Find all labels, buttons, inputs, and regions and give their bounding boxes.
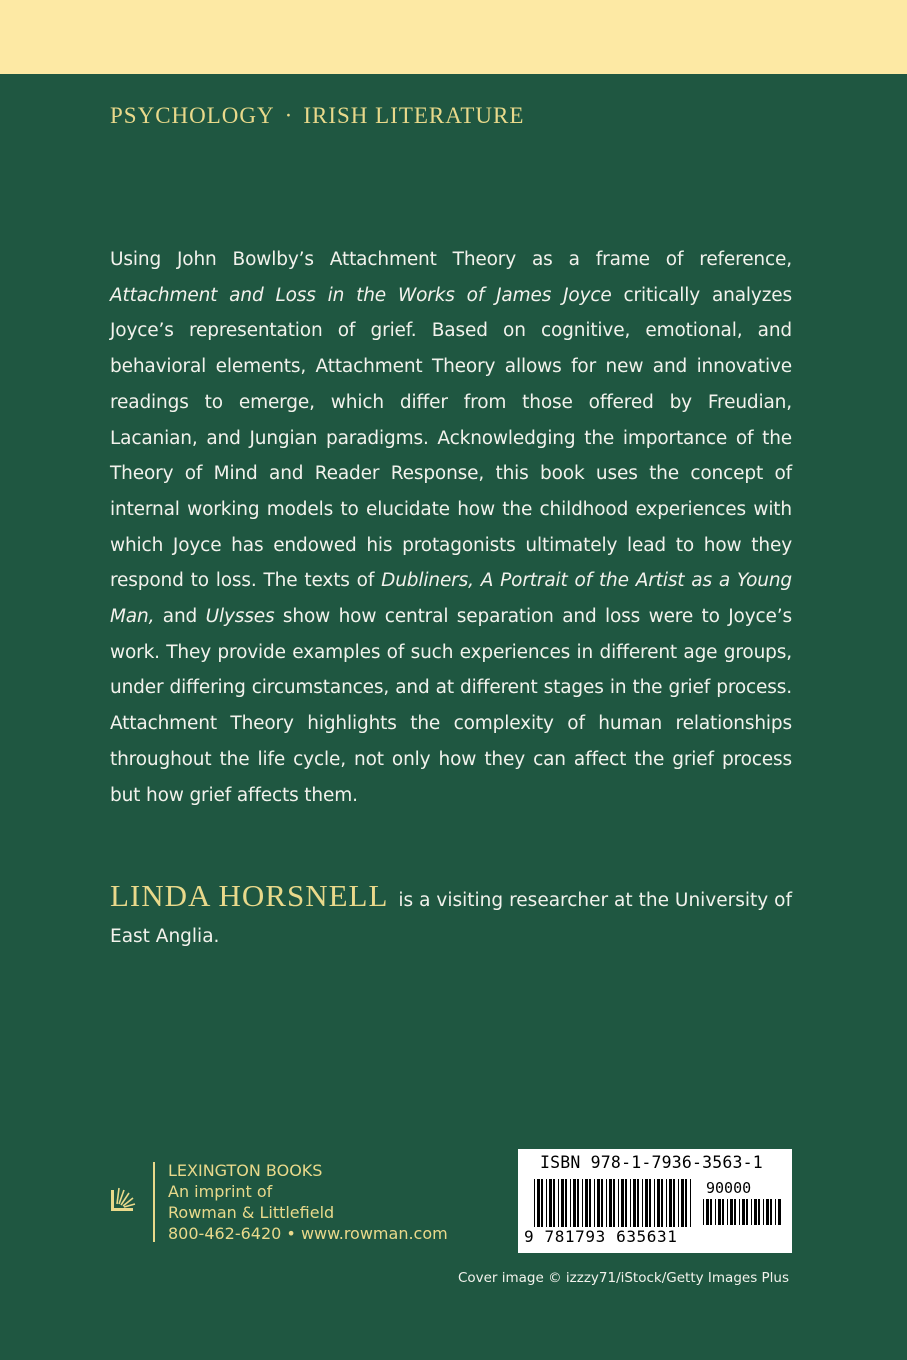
barcode-bar: [577, 1179, 579, 1227]
barcode-bar: [734, 1199, 736, 1225]
publisher-parent: Rowman & Littlefield: [168, 1203, 335, 1222]
publisher-name: LEXINGTON BOOKS: [168, 1161, 323, 1180]
barcode-bar: [637, 1179, 639, 1227]
author-bio: [110, 878, 792, 955]
author-bio-text: is a visiting researcher at the University of East Anglia.: [110, 890, 792, 947]
barcode-bar: [549, 1179, 552, 1227]
barcode-bar: [561, 1179, 564, 1227]
price-addon-number: 90000: [706, 1179, 752, 1197]
book-description: [110, 242, 792, 813]
barcode-bar: [703, 1199, 704, 1225]
barcode-bar: [770, 1199, 772, 1225]
barcode-bar: [649, 1179, 651, 1227]
barcode-bar: [690, 1179, 691, 1227]
barcode-bar: [589, 1179, 591, 1227]
barcode-bar: [618, 1179, 619, 1227]
isbn-label: ISBN 978-1-7936-3563-1: [540, 1153, 763, 1172]
category-psychology: PSYCHOLOGY: [110, 103, 275, 128]
barcode-bar: [673, 1179, 675, 1227]
description-text-1: Using John Bowlby’s Attachment Theory as a frame of reference,: [110, 249, 792, 270]
description-text-2: critically analyzes Joyce’s representation of grief. Based on cognitive, emotional, and behavioral elements, Attachment Theory allows for new and innovative readings to emerge, which differ from those offered by Freudian, Lacanian, and Jungian paradigms. Acknowledging the importance of the Theory of Mind and Reader Response, this book uses the concept of internal working models to elucidate how the childhood experiences with which Joyce has endowed his protagonists ultimately lead to how they respond to loss. The texts of: [110, 284, 793, 592]
barcode-bar: [657, 1179, 660, 1227]
barcode-bar: [654, 1179, 655, 1227]
barcode-bar: [621, 1179, 624, 1227]
barcode-bar: [742, 1199, 745, 1225]
publisher-logo-icon: [110, 1182, 136, 1212]
description-title-ulysses: Ulysses: [205, 606, 275, 628]
publisher-divider: [153, 1162, 155, 1242]
addon-barcode-bars: [703, 1199, 783, 1225]
author-name: LINDA HORSNELL: [110, 878, 389, 913]
subject-categories: [110, 103, 524, 129]
ean-number: 9 781793 635631: [524, 1227, 678, 1246]
publisher-imprint: An imprint of: [168, 1182, 273, 1201]
barcode-bar: [751, 1199, 752, 1225]
barcode-bar: [585, 1179, 588, 1227]
barcode-bar: [722, 1199, 724, 1225]
barcode-bar: [669, 1179, 672, 1227]
barcode-bar: [582, 1179, 583, 1227]
barcode-bar: [565, 1179, 567, 1227]
barcode-bar: [763, 1199, 764, 1225]
cover-image-credit: Cover image © izzzy71/iStock/Getty Images Plus: [457, 1270, 789, 1286]
barcode-bar: [666, 1179, 667, 1227]
barcode-bar: [758, 1199, 760, 1225]
description-book-title: Attachment and Loss in the Works of James Joyce: [110, 284, 612, 306]
barcode-bar: [597, 1179, 600, 1227]
barcode-bar: [613, 1179, 615, 1227]
barcode-bar: [537, 1179, 540, 1227]
barcode-bar: [606, 1179, 607, 1227]
barcode-bar: [706, 1199, 709, 1225]
barcode-bar: [681, 1179, 684, 1227]
barcode-bar: [570, 1179, 571, 1227]
barcode-bar: [546, 1179, 547, 1227]
barcode-bar: [541, 1179, 543, 1227]
barcode-bar: [645, 1179, 648, 1227]
barcode-bar: [633, 1179, 636, 1227]
barcode-bar: [601, 1179, 603, 1227]
barcode-bar: [775, 1199, 776, 1225]
publisher-text: [168, 1160, 448, 1244]
barcode-bar: [710, 1199, 712, 1225]
barcode-bar: [558, 1179, 559, 1227]
description-text-4: show how central separation and loss were to Joyce’s work. They provide examples of such experiences in different age groups, under differing circumstances, and at different stages in the grief process. Attachment Theory highlights the complexity of human relationships throughout the life cycle, not only how they can affect the grief process but how grief affects them.: [110, 606, 792, 806]
barcode-bar: [718, 1199, 721, 1225]
barcode-bar: [534, 1179, 535, 1227]
barcode-bar: [766, 1199, 769, 1225]
ean-barcode-bars: [534, 1179, 694, 1229]
barcode-bar: [685, 1179, 687, 1227]
barcode-bar: [730, 1199, 733, 1225]
category-separator: ·: [284, 103, 294, 128]
barcode-bar: [754, 1199, 757, 1225]
barcode-bar: [642, 1179, 643, 1227]
barcode-bar: [609, 1179, 612, 1227]
barcode-bar: [630, 1179, 631, 1227]
barcode-bar: [715, 1199, 716, 1225]
barcode-bar: [739, 1199, 740, 1225]
top-color-band: [0, 0, 907, 74]
description-text-3: and: [154, 606, 206, 628]
barcode-bar: [661, 1179, 663, 1227]
barcode-bar: [746, 1199, 748, 1225]
barcode-bar: [778, 1199, 781, 1225]
barcode-bar: [625, 1179, 627, 1227]
category-irish-literature: IRISH LITERATURE: [303, 103, 525, 128]
barcode-bar: [553, 1179, 555, 1227]
barcode-bar: [727, 1199, 728, 1225]
barcode-bar: [573, 1179, 576, 1227]
publisher-block: [110, 1160, 470, 1242]
barcode-bar: [678, 1179, 679, 1227]
isbn-barcode: [518, 1149, 792, 1253]
barcode-bar: [594, 1179, 595, 1227]
publisher-contact: 800-462-6420 • www.rowman.com: [168, 1224, 448, 1243]
description-title-dubliners-portrait: Dubliners, A Portrait of the Artist as a Young Man,: [110, 570, 792, 628]
